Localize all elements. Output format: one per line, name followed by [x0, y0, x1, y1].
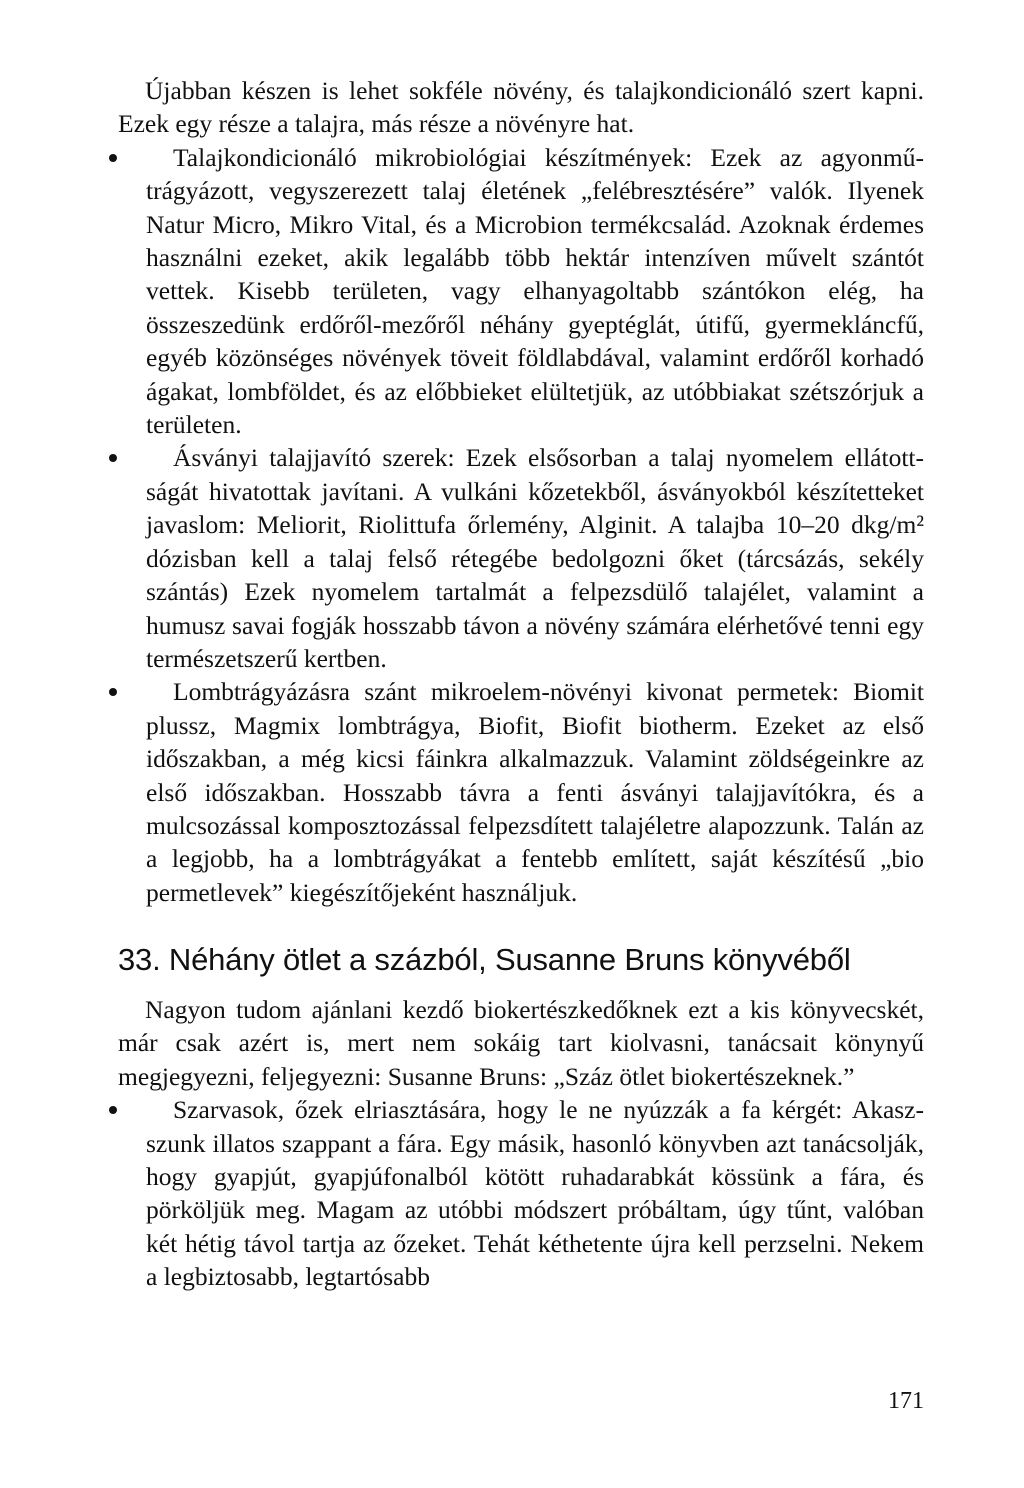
list-item-text: Lombtrágyázásra szánt mikroelem-növényi kivonat permetek: Biomit plussz, Magmix lombtrágya, Biofit, Biofit biotherm. Ezeket az első időszakban, a még kicsi fáinkra alkalmazzuk. Valamint zöldségeinkre az első időszakban. Hosszabb távra a fenti ásványi talajjavítókra, és a mulcsozással komposztozással felpezsdített talajéletre alapozzunk. Talán az a legjobb, ha a lombtrágyákat a fentebb említett, saját készítésű „bio permetlevek” kiegészítőjeként használjuk.: [146, 677, 924, 907]
list-item-text: Szarvasok, őzek elriasztására, hogy le ne nyúzzák a fa kérgét: Akaszszunk illatos szappant a fára. Egy másik, hasonló könyvben azt tanácsolják, hogy gyapjút, gyapjúfonalból kötött ruhadarabkát kössünk a fára, és pörköljük meg. Magam az utóbbi módszert próbáltam, úgy tűnt, valóban két hétig távol tartja az őzeket. Tehát kéthetente újra kell perzselni. Nekem a legbiztosabb, legtartósabb: [146, 1095, 924, 1292]
list-item-text: Ásványi talajjavító szerek: Ezek elsősorban a talaj nyomelem ellátottságát hivatottak javítani. A vulkáni kőzetekből, ásványokból készítetteket javaslom: Meliorit, Riolittufa őrlemény, Alginit. A talajba 10–20 dkg/m² dózisban kell a talaj felső rétegébe bedolgozni őket (tárcsázás, sekély szántás) Ezek nyomelem tartalmát a felpezsdülő talajélet, valamint a humusz savai fogják hosszabb távon a növény számára elérhetővé tenni egy természetszerű kertben.: [146, 443, 924, 673]
bullet-list-tips: [118, 1093, 924, 1293]
list-item-foliar-sprays: [118, 675, 924, 909]
intro-paragraph: Újabban készen is lehet sokféle növény, és talajkondicionáló szert kapni. Ezek egy része a talajra, más része a növényre hat.: [118, 76, 924, 139]
list-item-text: Talajkondicionáló mikrobiológiai készítmények: Ezek az agyonműtrágyázott, vegyszerezett talaj életének „felébresztésére” valók. Ilyenek Natur Micro, Mikro Vital, és a Microbion termékcsalád. Azoknak érdemes használni ezeket, akik legalább több hektár intenzíven művelt szántót vettek. Kisebb területen, vagy elhanyagoltabb szántókon elég, ha összeszedünk erdőről-mezőről néhány gyeptéglát, útifű, gyermekláncfű, egyéb közönséges növények töveit földlabdával, valamint erdőről korhadó ágakat, lombföldet, és az előbbieket elültetjük, az utóbbiakat szétszórjuk a területen.: [146, 142, 924, 440]
list-item-mineral-improvers: [118, 441, 924, 675]
page-number: 171: [888, 1388, 924, 1414]
section-intro-paragraph: Nagyon tudom ajánlani kezdő biokertészkedőknek ezt a kis könyvecskét, már csak azért is, mert nem sokáig tart kiolvasni, tanácsait könynyű megjegyezni, feljegyezni: Susanne Bruns: „Száz ötlet biokertészeknek.”: [118, 995, 924, 1091]
section-heading: 33. Néhány ötlet a százból, Susanne Bruns könyvéből: [118, 942, 851, 977]
bullet-icon: [109, 688, 117, 696]
bullet-icon: [109, 154, 117, 162]
lower-text-block: [118, 993, 924, 1294]
list-item-soil-conditioners: [118, 141, 924, 442]
bullet-icon: [109, 454, 117, 462]
bullet-list-soil-products: [118, 141, 924, 909]
list-item-deer-repellent: [118, 1093, 924, 1293]
bullet-icon: [109, 1106, 117, 1114]
upper-text-block: [118, 74, 924, 909]
